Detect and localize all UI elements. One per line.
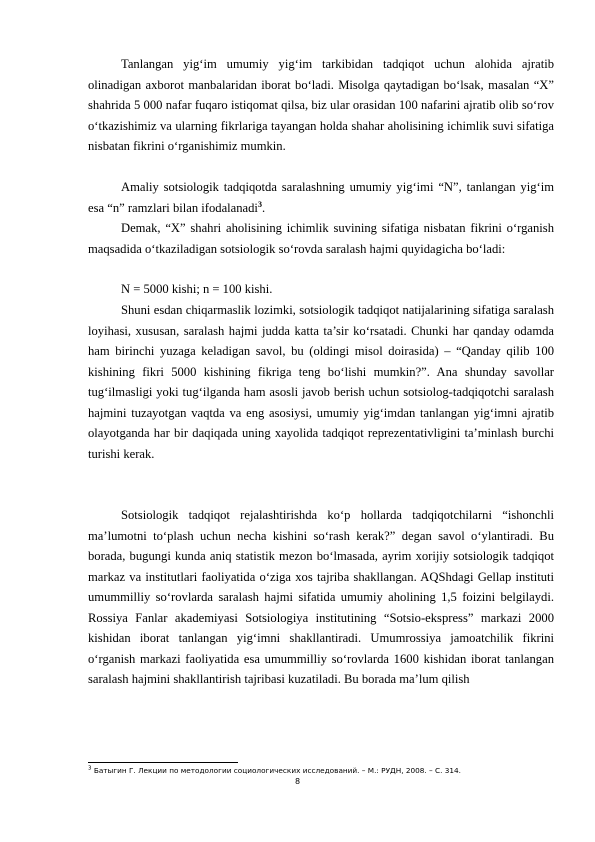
- footnote-reference: 3: [257, 199, 262, 209]
- footnote-text: Батыгин Г. Лекции по методологии социологических исследований. – М.: РУДН, 2008. – С. 314.: [91, 766, 461, 775]
- sample-size-formula: N = 5000 kishi; n = 100 kishi.: [121, 282, 273, 296]
- paragraph-notation-text: Amaliy sotsiologik tadqiqotda saralashning umumiy yig‘imi “N”, tanlangan yig‘im esa “n” ramzlari bilan ifodalanadi: [88, 180, 554, 215]
- page-number: 8: [294, 777, 301, 786]
- paragraph-representativeness: Shuni esdan chiqarmaslik lozimki, sotsiologik tadqiqot natijalarining sifatiga saralash loyihasi, xususan, saralash hajmi judda katta ta’sir ko‘rsatadi. Chunki har qanday odamda ham birinchi yuzaga keladigan savol, bu (oldingi misol doirasida) – “Qanday qilib 100 kishining fikri 5000 kishining fikriga teng bo‘lishi mumkin?”. Ana shunday savollar tug‘ilmasligi yoki tug‘ilganda ham asosli javob berish uchun sotsiolog-tadqiqotchi saralash hajmini tuzayotgan vaqtda va eng asosiysi, umumiy yig‘imdan tanlangan yig‘imni ajratib olayotganda har bir daqiqada uning xayolida tadqiqot reprezentativligini ta’minlash burchi turishi kerak.: [88, 303, 554, 461]
- paragraph-notation: [88, 177, 554, 218]
- paragraph-notation-end: .: [261, 200, 266, 215]
- footnote-marker: 3: [88, 765, 92, 772]
- footnote: [88, 766, 554, 776]
- paragraph-example: Demak, “X” shahri aholisining ichimlik suvining sifatiga nisbatan fikrini o‘rganish maqsadida o‘tkaziladigan sotsiologik so‘rovda saralash hajmi quyidagicha bo‘ladi:: [88, 221, 554, 256]
- paragraph-sample-size-practice: Sotsiologik tadqiqot rejalashtirishda ko‘p hollarda tadqiqotchilarni “ishonchli ma’lumotni to‘plash uchun necha kishini so‘rash kerak?” degan savol o‘ylantiradi. Bu borada, bugungi kunda aniq statistik mezon bo‘lmasada, ayrim xorijiy sotsiologik tadqiqot markaz va institutlari faoliyatida o‘ziga xos tajriba shakllangan. AQShdagi Gellap instituti umummilliy so‘rovlarda saralash hajmi sifatida umumiy aholining 1,5 foizini belgilaydi. Rossiya Fanlar akademiyasi Sotsiologiya institutining “Sotsio-ekspress” markazi 2000 kishidan iborat tanlangan yig‘imni shakllantiradi. Umumrossiya jamoatchilik fikrini o‘rganish markazi faoliyatida esa umummilliy so‘rovlarda 1600 kishidan iborat tanlangan saralash hajmini shakllantirish tajribasi kuzatiladi. Bu borada ma’lum qilish: [88, 508, 554, 686]
- footnote-divider: [88, 762, 238, 763]
- paragraph-sample-definition: Tanlangan yig‘im umumiy yig‘im tarkibidan tadqiqot uchun alohida ajratib olinadigan axborot manbalaridan iborat bo‘ladi. Misolga qaytadigan bo‘lsak, masalan “X” shahrida 5 000 nafar fuqaro istiqomat qilsa, biz ular orasidan 100 nafarini ajratib olib so‘rov o‘tkazishimiz va ularning fikrlariga tayangan holda shahar aholisining ichimlik suvi sifatiga nisbatan fikrini o‘rganishimiz mumkin.: [88, 57, 554, 153]
